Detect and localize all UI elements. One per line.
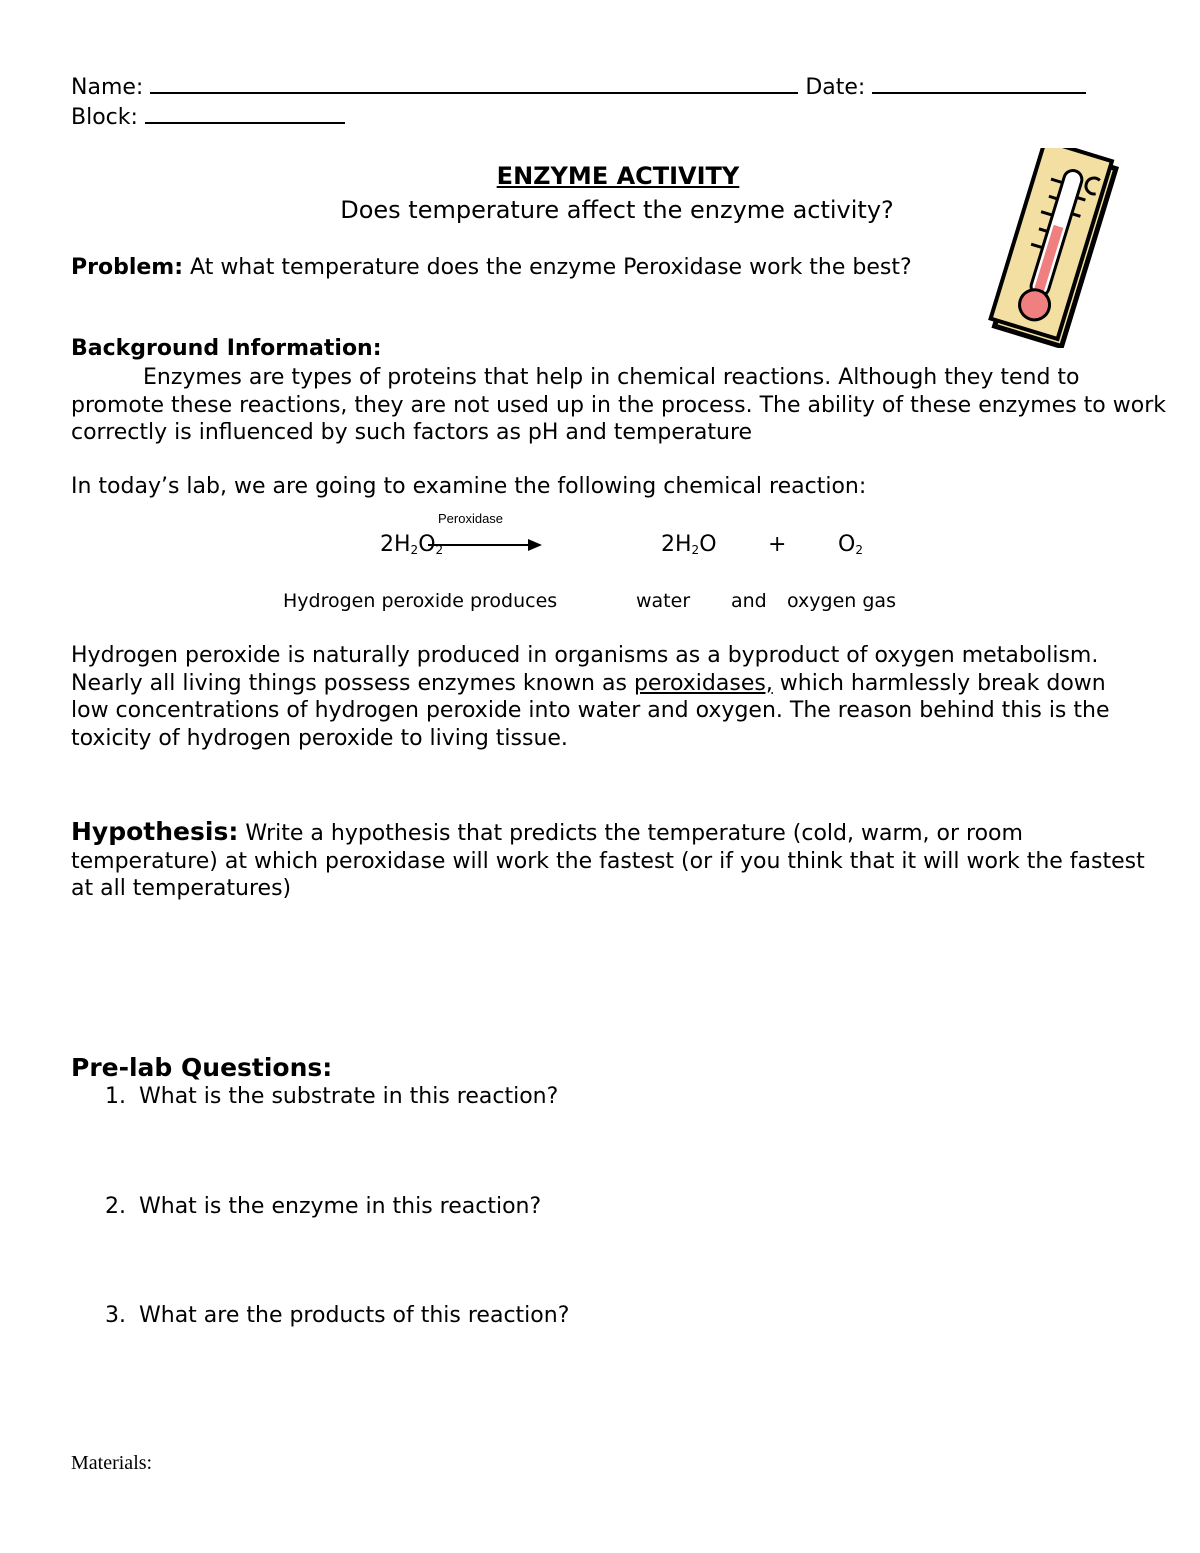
- page-title: ENZYME ACTIVITY: [496, 162, 740, 190]
- block-label: Block:: [71, 105, 138, 130]
- background-paragraph: Enzymes are types of proteins that help in chemical reactions. Although they tend to promote these reactions, they are not used up in the process. The ability of these enzymes to work correctly is influenced by such factors as pH and temperature: [71, 365, 1166, 446]
- prelab-question: 3. What are the products of this reaction?: [105, 1303, 570, 1328]
- prelab-heading: Pre-lab Questions:: [71, 1053, 333, 1082]
- peroxide-paragraph: Hydrogen peroxide is naturally produced in organisms as a byproduct of oxygen metabolism. Nearly all living things possess enzymes known as peroxidases, which harmlessly break down low concentrations of hydrogen peroxide into water and oxygen. The reason behind this is the toxicity of hydrogen peroxide to living tissue.: [71, 643, 1110, 751]
- peroxidases-term: peroxidases,: [633, 670, 773, 696]
- hypothesis-label: Hypothesis:: [71, 817, 239, 846]
- plus-sign: +: [768, 532, 787, 557]
- name-label: Name:: [71, 75, 144, 100]
- background-heading: Background Information:: [71, 336, 382, 361]
- label-oxygen: oxygen gas: [787, 590, 896, 612]
- label-and: and: [731, 590, 767, 612]
- prelab-question: 1. What is the substrate in this reaction?: [105, 1084, 559, 1109]
- problem-text: At what temperature does the enzyme Peroxidase work the best?: [190, 255, 912, 280]
- name-row: [71, 72, 1086, 100]
- product-water-formula: $2H_2O$: [661, 532, 717, 557]
- page-subtitle: Does temperature affect the enzyme activity?: [340, 196, 894, 224]
- catalyst-label: Peroxidase: [438, 511, 504, 526]
- block-row: [71, 102, 345, 130]
- reaction-arrow: [428, 538, 544, 552]
- reactant-formula: $2H_2O_2$: [380, 532, 444, 557]
- label-reactant: Hydrogen peroxide produces: [283, 590, 558, 612]
- label-water: water: [636, 590, 691, 612]
- hypothesis-text: Write a hypothesis that predicts the temperature (cold, warm, or room temperature) at which peroxidase will work the fastest (or if you think that it will work the fastest at all temperatures): [71, 821, 1145, 902]
- lab-intro: In today’s lab, we are going to examine the following chemical reaction:: [71, 474, 867, 499]
- block-field[interactable]: [145, 102, 345, 124]
- problem-line: [71, 255, 912, 280]
- product-oxygen-formula: $O_2$: [838, 532, 863, 557]
- thermometer-icon: [986, 148, 1122, 348]
- date-label: Date:: [805, 75, 866, 100]
- materials-label: Materials:: [71, 1452, 153, 1474]
- date-field[interactable]: [872, 72, 1086, 94]
- hypothesis-paragraph: [71, 818, 1146, 903]
- name-field[interactable]: [150, 72, 798, 94]
- problem-label: Problem:: [71, 255, 184, 280]
- prelab-question: 2. What is the enzyme in this reaction?: [105, 1194, 542, 1219]
